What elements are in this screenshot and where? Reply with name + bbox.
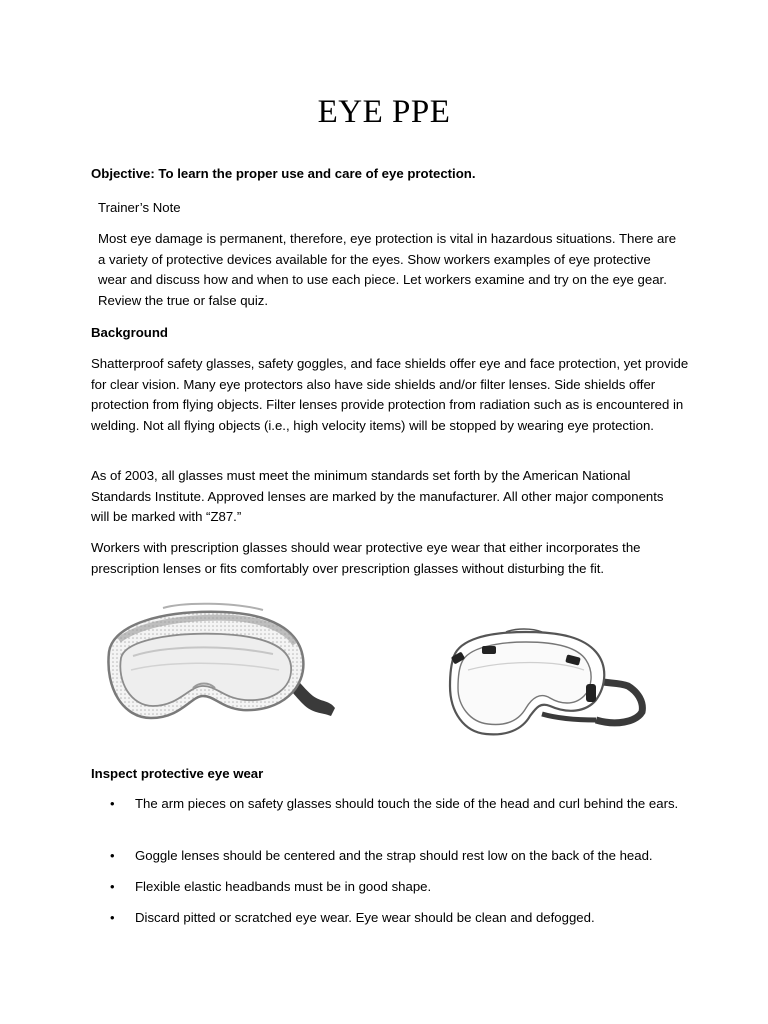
trainer-note-label: Trainer’s Note	[98, 200, 181, 215]
objective-text: Objective: To learn the proper use and care of eye protection.	[91, 166, 476, 181]
background-heading: Background	[91, 325, 168, 340]
background-paragraph-3: Workers with prescription glasses should wear protective eye wear that either incorporates the prescription lenses or fits comfortably over prescription glasses without disturbing the fit.	[91, 540, 641, 576]
list-item	[110, 908, 690, 939]
inspect-heading: Inspect protective eye wear	[91, 766, 264, 781]
background-paragraph-1: Shatterproof safety glasses, safety goggles, and face shields offer eye and face protection, yet provide for clear vision. Many eye protectors also have side shields and/or filter lenses. Side shields offer protection from flying objects. Filter lenses provide protection from radiation such as is encountered in welding. Not all flying objects (i.e., high velocity items) will be stopped by wearing eye protection.	[91, 356, 689, 433]
page-title: EYE PPE	[317, 94, 451, 130]
list-item-text: Flexible elastic headbands must be in good shape.	[135, 879, 432, 894]
bullet-icon: •	[110, 879, 115, 894]
list-item	[110, 846, 690, 877]
list-item-text: The arm pieces on safety glasses should touch the side of the head and curl behind the ears.	[135, 796, 679, 811]
list-item-text: Discard pitted or scratched eye wear. Eye wear should be clean and defogged.	[135, 910, 595, 925]
inspect-list	[110, 794, 690, 939]
list-item	[110, 877, 690, 908]
list-item-text: Goggle lenses should be centered and the strap should rest low on the back of the head.	[135, 848, 653, 863]
list-item	[110, 794, 690, 846]
bullet-icon: •	[110, 848, 115, 863]
trainer-note-paragraph: Most eye damage is permanent, therefore, eye protection is vital in hazardous situations. There are a variety of protective devices available for the eyes. Show workers examples of eye protective wear and discuss how and when to use each piece. Let workers examine and try on the eye gear. Review the true or false quiz.	[98, 231, 677, 308]
bullet-icon: •	[110, 910, 115, 925]
vented-goggles-image	[103, 600, 338, 725]
bullet-icon: •	[110, 796, 115, 811]
indirect-vent-goggles-image	[446, 626, 648, 744]
background-paragraph-2: As of 2003, all glasses must meet the minimum standards set forth by the American National Standards Institute. Approved lenses are marked by the manufacturer. All other major components will be marked with “Z87.”	[91, 468, 664, 524]
